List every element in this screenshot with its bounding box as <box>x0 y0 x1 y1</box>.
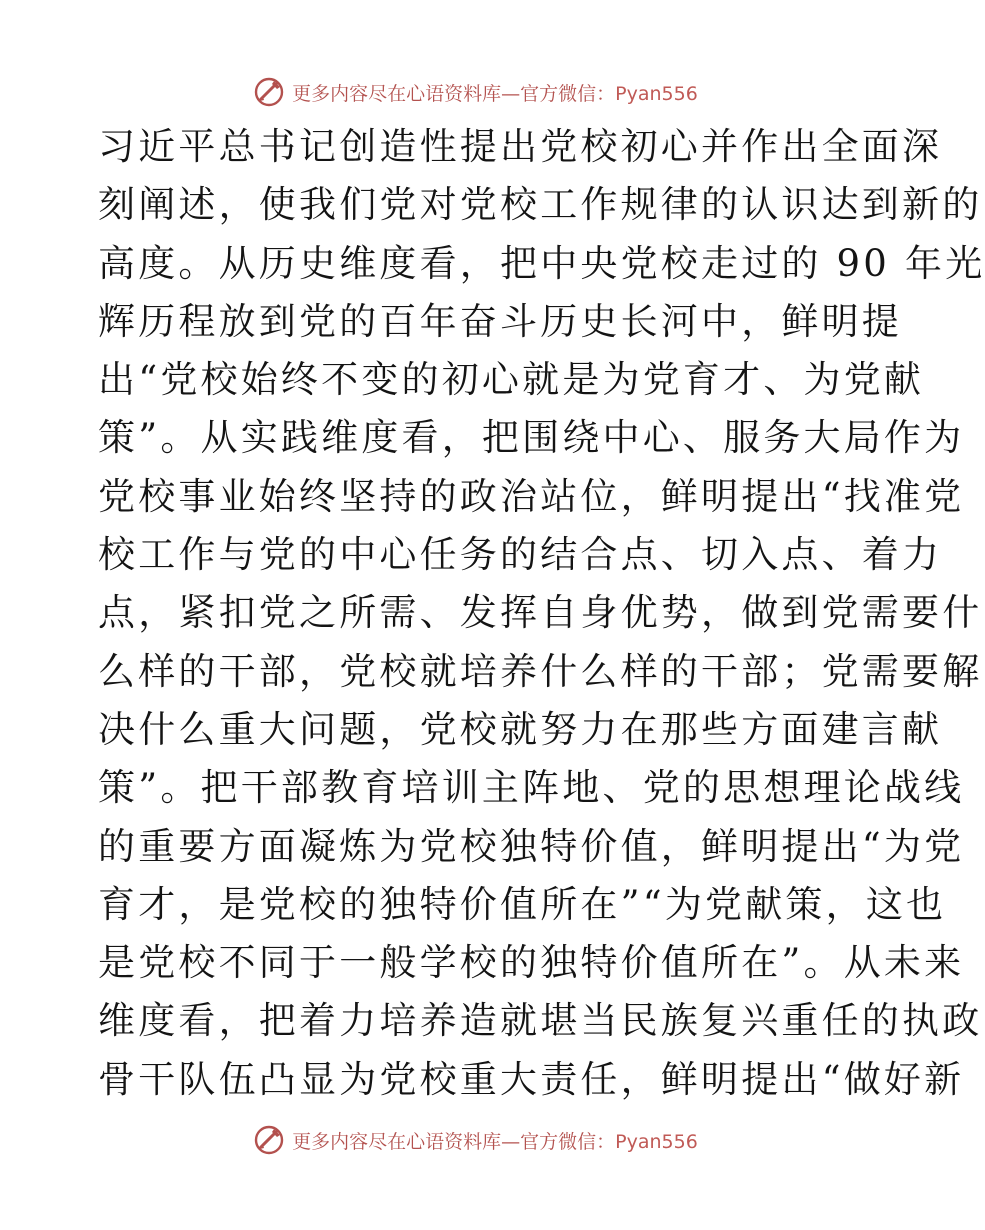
footer-watermark-banner <box>0 1120 950 1160</box>
text-line: 高度。从历史维度看，把中央党校走过的 90 年光 <box>98 241 985 285</box>
text-line: 么样的干部，党校就培养什么样的干部；党需要解 <box>98 649 983 693</box>
pen-logo-icon <box>252 75 286 109</box>
text-line: 策”。从实践维度看，把围绕中心、服务大局作为 <box>98 416 965 460</box>
text-line: 刻阐述，使我们党对党校工作规律的认识达到新的 <box>98 183 983 227</box>
text-line: 出“党校始终不变的初心就是为党育才、为党献 <box>98 358 925 402</box>
text-line: 点，紧扣党之所需、发挥自身优势，做到党需要什 <box>98 591 983 635</box>
header-watermark-banner <box>0 72 950 112</box>
text-line: 辉历程放到党的百年奋斗历史长河中，鲜明提 <box>98 299 902 343</box>
body-text <box>98 118 985 1109</box>
text-line: 骨干队伍凸显为党校重大责任，鲜明提出“做好新 <box>98 1057 965 1101</box>
text-line: 策”。把干部教育培训主阵地、党的思想理论战线 <box>98 766 965 810</box>
text-line: 决什么重大问题，党校就努力在那些方面建言献 <box>98 707 943 751</box>
footer-banner-text <box>292 1127 698 1154</box>
text-line: 习近平总书记创造性提出党校初心并作出全面深 <box>98 125 943 168</box>
text-line: 党校事业始终坚持的政治站位，鲜明提出“找准党 <box>98 474 965 518</box>
footer-banner-label: 更多内容尽在心语资料库—官方微信： <box>292 1130 616 1153</box>
text-line: 维度看，把着力培养造就堪当民族复兴重任的执政 <box>98 999 983 1043</box>
text-line: 校工作与党的中心任务的结合点、切入点、着力 <box>98 533 943 577</box>
text-line: 的重要方面凝炼为党校独特价值，鲜明提出“为党 <box>98 824 965 868</box>
header-banner-label: 更多内容尽在心语资料库—官方微信： <box>292 82 616 105</box>
text-line: 是党校不同于一般学校的独特价值所在”。从未来 <box>98 941 965 985</box>
text-line: 育才，是党校的独特价值所在”“为党献策，这也 <box>98 882 947 926</box>
header-banner-text <box>292 79 698 106</box>
header-wechat-id: Pyan556 <box>615 82 698 105</box>
pen-logo-icon <box>252 1123 286 1157</box>
footer-wechat-id: Pyan556 <box>615 1130 698 1153</box>
